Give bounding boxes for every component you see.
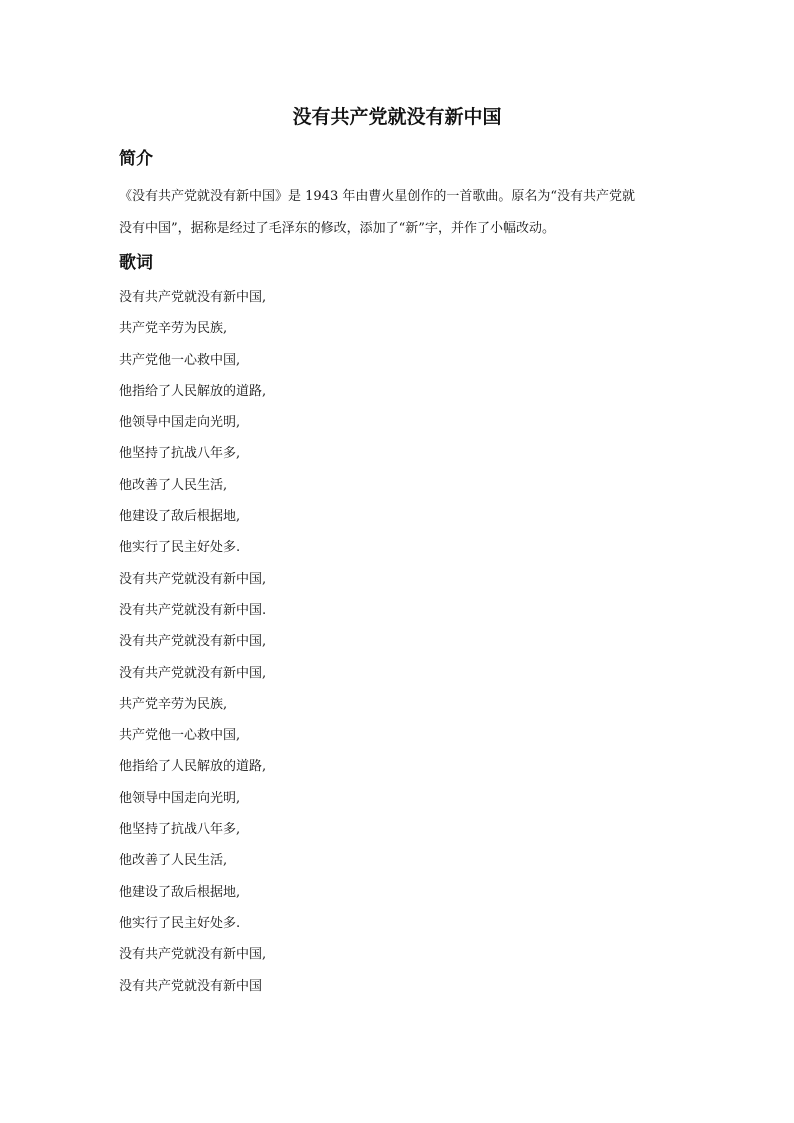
lyric-line: 他改善了人民生活,: [119, 853, 228, 869]
lyric-line: 他实行了民主好处多.: [119, 915, 241, 931]
intro-paragraph: [119, 181, 679, 245]
lyric-line: 他指给了人民解放的道路,: [119, 383, 267, 399]
lyric-line: 共产党他一心救中国,: [119, 728, 241, 744]
lyric-line: 他坚持了抗战八年多,: [119, 446, 241, 462]
lyric-line: 共产党辛劳为民族,: [119, 696, 228, 712]
lyrics-heading: 歌词: [119, 253, 153, 273]
lyric-line: 他指给了人民解放的道路,: [119, 759, 267, 775]
intro-line: 《没有共产党就没有新中国》是 1943 年由曹火星创作的一首歌曲。原名为“没有共产党就: [119, 189, 635, 204]
lyric-line: 共产党辛劳为民族,: [119, 321, 228, 337]
lyrics-list: [119, 282, 266, 1002]
lyric-line: 他领导中国走向光明,: [119, 415, 241, 431]
lyric-line: 没有共产党就没有新中国.: [119, 602, 267, 618]
lyric-line: 没有共产党就没有新中国,: [119, 665, 267, 681]
lyric-line: 共产党他一心救中国,: [119, 352, 241, 368]
lyric-line: 没有共产党就没有新中国: [119, 978, 263, 994]
lyric-line: 他建设了敌后根据地,: [119, 884, 241, 900]
document-title: 没有共产党就没有新中国: [292, 106, 502, 128]
intro-line: 没有中国”，据称是经过了毛泽东的修改，添加了“新”字，并作了小幅改动。: [119, 221, 555, 236]
lyric-line: 他改善了人民生活,: [119, 477, 228, 493]
lyric-line: 没有共产党就没有新中国,: [119, 290, 267, 305]
intro-heading: 简介: [119, 149, 153, 169]
lyric-line: 他领导中国走向光明,: [119, 790, 241, 806]
lyric-line: 没有共产党就没有新中国,: [119, 634, 267, 650]
lyric-line: 他实行了民主好处多.: [119, 540, 241, 556]
lyric-line: 他坚持了抗战八年多,: [119, 822, 241, 838]
lyric-line: 没有共产党就没有新中国,: [119, 947, 267, 963]
lyric-line: 没有共产党就没有新中国,: [119, 571, 267, 587]
lyric-line: 他建设了敌后根据地,: [119, 509, 241, 525]
